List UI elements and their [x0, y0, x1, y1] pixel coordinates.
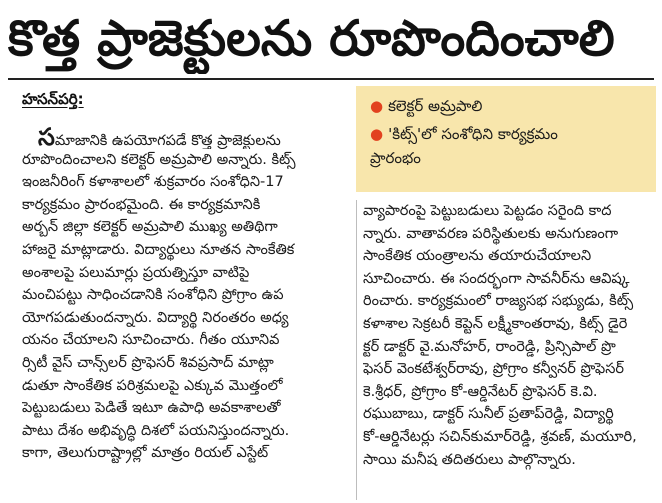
- article-line: రూపొందించాలని కలెక్టర్ అమ్రపాలి అన్నారు. కిట్స్: [22, 151, 296, 168]
- article-line: హాజరై మాట్లాడారు. విద్యార్థులు నూతన సాంకేతిక: [22, 241, 295, 258]
- article-line: డుతూ సాంకేతిక పరిశ్రమలపై ఎక్కువ మొత్తంలో: [22, 377, 283, 394]
- highlight-item-2: [370, 122, 558, 146]
- article-line: సాంకేతిక యంత్రాలను తయారుచేయాలని: [363, 248, 592, 265]
- article-line: వ్యాపారంపై పెట్టుబడులు పెట్టడం సరైంది కాద: [363, 203, 612, 219]
- article-line: రించారు. కార్యక్రమంలో రాజ్యసభ సభ్యుడు, కిట్స్: [363, 293, 634, 310]
- article-line: అంశాలపై పలుమార్లు ప్రయత్నిస్తూ వాటిపై: [22, 264, 250, 281]
- bullet-icon: ●: [370, 125, 384, 143]
- headline: కొత్త ప్రాజెక్టులను రూపొందించాలి: [8, 10, 615, 67]
- article-line: ఇంజనీరింగ్ కళాశాలలో శుక్రవారం సంశోధిని-17: [22, 174, 284, 191]
- first-line-text: మాజానికి ఉపయోగపడే కొత్త ప్రాజెక్టులను: [54, 133, 281, 149]
- article-line: ర్సిటీ వైస్ చాన్స్‌లర్ ప్రొఫెసర్ శివప్రసాద్ మాట్లా: [22, 354, 274, 371]
- article-line: న్నారు. వాతావరణ పరిస్థితులకు అనుగుణంగా: [363, 225, 619, 242]
- article-line: ఫెసర్ వెంకటేశ్వర్‌రావు, ప్రోగ్రాం కన్వీనర్ ప్రొఫెసర్: [363, 361, 625, 378]
- article-line: కాగా, తెలుగురాష్ట్రాల్లో మాత్రం రియల్ ఎస్టేట్: [22, 445, 269, 462]
- highlight-item-2-continued: ప్రారంభం: [370, 149, 421, 167]
- highlight-item-1: [370, 94, 482, 118]
- article-line: కళాశాల సెక్రటరీ కెప్టెన్ లక్ష్మీకాంతరావు, కిట్స్ డైరె: [363, 315, 628, 332]
- dateline: [22, 88, 342, 110]
- article-line: పాటు దేశం అభివృద్ధి దిశలో పయనిస్తుందన్నారు.: [22, 422, 290, 439]
- article-line: యనం చేయాలని సూచించారు. గీతం యూనివ: [22, 332, 280, 349]
- headline-rule: [8, 78, 654, 80]
- article-line: కె.శ్రీధర్, ప్రోగ్రాం కో-ఆర్డినేటర్ ప్రొఫెసర్ కె.వి.: [363, 383, 598, 400]
- highlight-item-2-text: 'కిట్స్'లో సంశోధిని కార్యక్రమం: [388, 125, 558, 143]
- dateline-text: హసన్‌పర్తి:: [22, 90, 84, 108]
- article-line: రఘుబాబు, డాక్టర్ సునీల్ ప్రతాప్‌రెడ్డి, విద్యార్థి: [363, 406, 614, 423]
- article-column-left: [22, 126, 352, 465]
- article-line: మంచిపట్టు సాధించడానికి సంశోధిని ప్రోగ్రాం ఉప: [22, 287, 284, 304]
- article-line: సూచించారు. ఈ సందర్భంగా సావనీర్‌ను ఆవిష్క: [363, 270, 630, 287]
- article-line: పెట్టుబడులు పెడితే ఇటూ ఉపాధి అవకాశాలతో: [22, 400, 281, 417]
- highlight-box: [356, 86, 656, 192]
- article-line: సాయి మనీష తదితరులు పాల్గొన్నారు.: [363, 451, 576, 468]
- article-line: కార్యక్రమం ప్రారంభమైంది. ఈ కార్యక్రమానికి: [22, 196, 261, 213]
- article-line: కో-ఆర్డినేటర్లు సచిన్‌కుమార్‌రెడ్డి, శ్రవణ్, మయూరి,: [363, 428, 637, 445]
- article-column-right: [363, 200, 655, 471]
- article-first-line: [22, 126, 352, 149]
- article-line: క్టర్ డాక్టర్ వై.మనోహర్, రాంరెడ్డి, ప్రిన్సిపాల్ ప్రొ: [363, 338, 616, 355]
- highlight-item-1-text: కలెక్టర్ అమ్రపాలి: [388, 97, 483, 115]
- dropcap: స: [38, 126, 55, 149]
- column-divider: [356, 200, 357, 500]
- article-line: యోగపడుతుందన్నారు. విద్యార్థి నిరంతరం అధ్య: [22, 309, 289, 326]
- bullet-icon: ●: [370, 97, 384, 115]
- article-line: అర్బన్ జిల్లా కలెక్టర్ అమ్రపాలి ముఖ్య అతిథిగా: [22, 219, 278, 236]
